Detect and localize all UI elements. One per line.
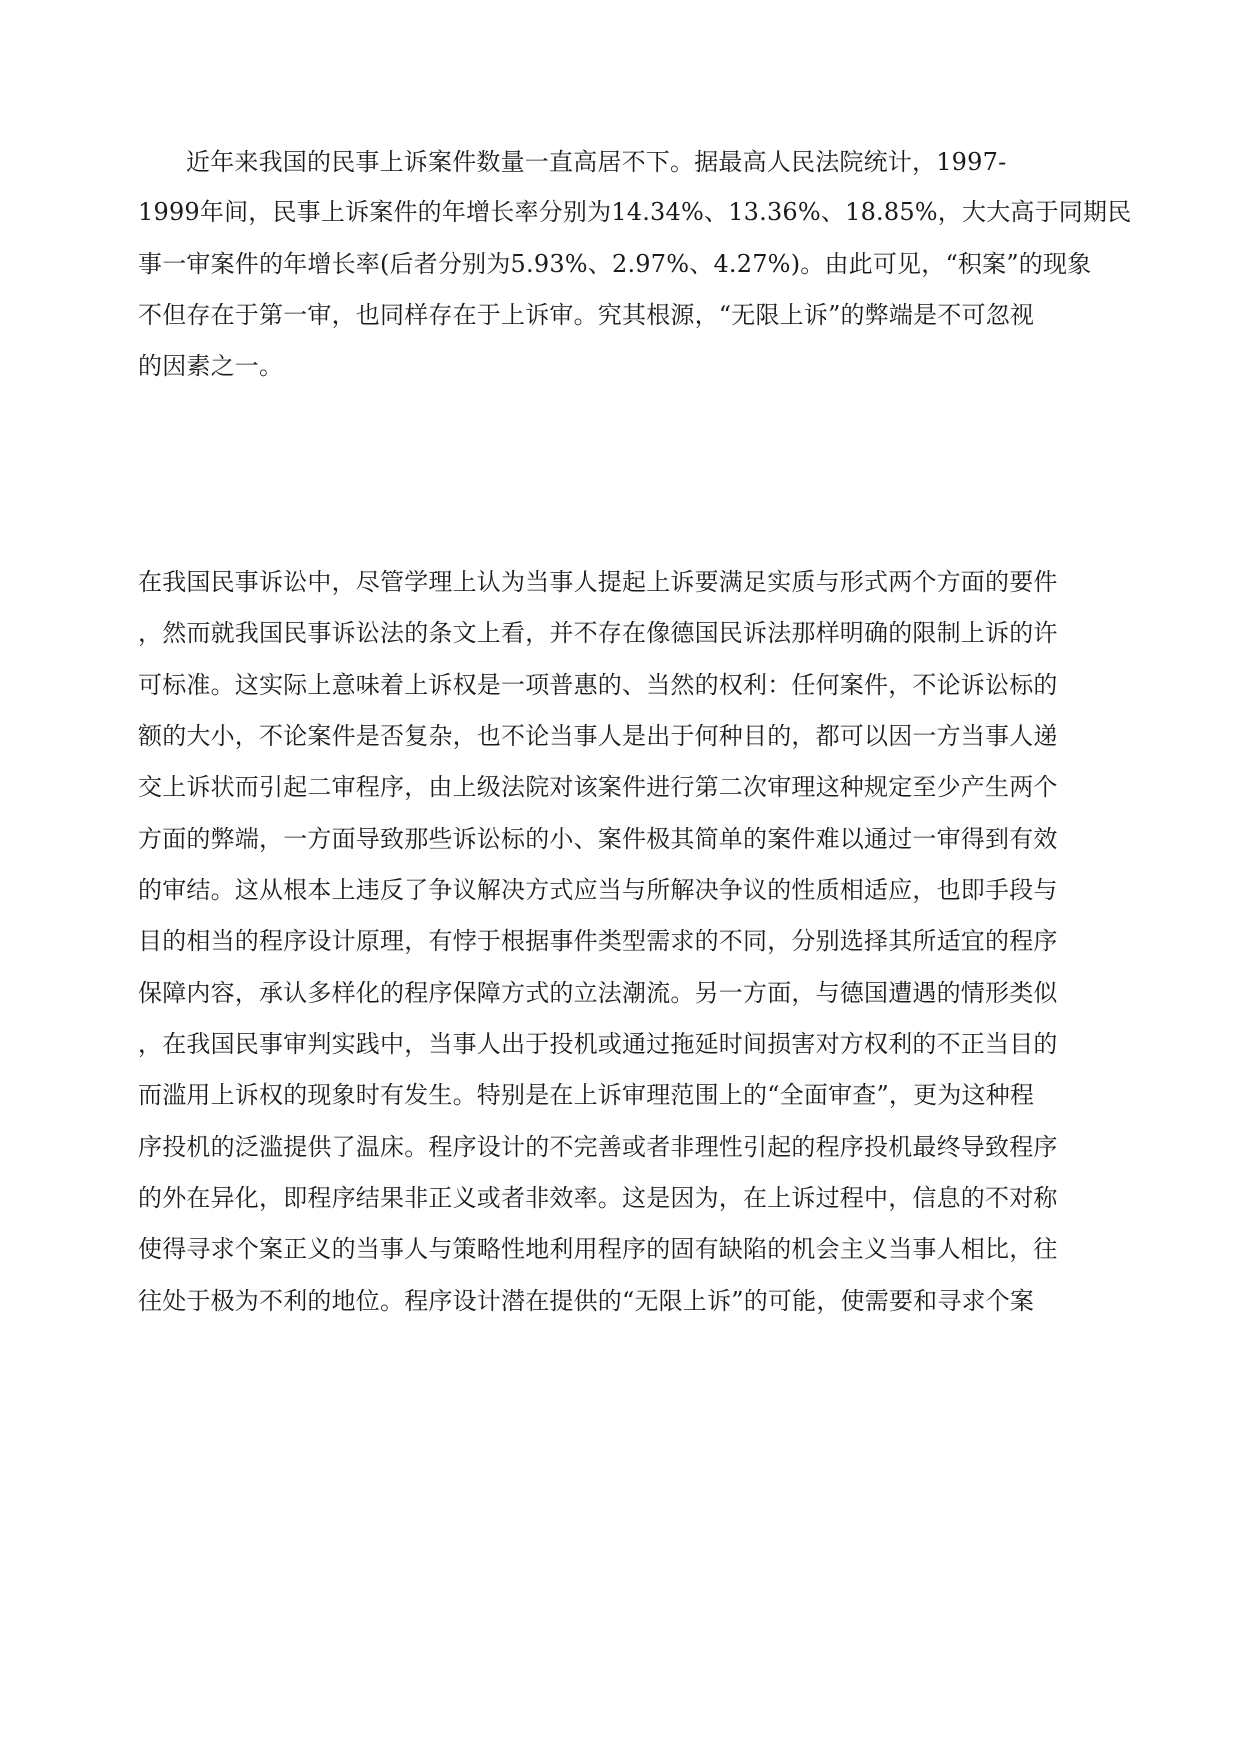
paragraph-line: 额的大小，不论案件是否复杂，也不论当事人是出于何种目的，都可以因一方当事人递 xyxy=(138,722,1058,750)
paragraph-line: 使得寻求个案正义的当事人与策略性地利用程序的固有缺陷的机会主义当事人相比，往 xyxy=(138,1235,1058,1263)
paragraph-line: 事一审案件的年增长率(后者分别为5.93%、2.97%、4.27%)。由此可见，“积案”的现象 xyxy=(138,250,1092,278)
paragraph-line: 而滥用上诉权的现象时有发生。特别是在上诉审理范围上的“全面审查”，更为这种程 xyxy=(138,1081,1035,1109)
paragraph-line: ，在我国民事审判实践中，当事人出于投机或通过拖延时间损害对方权利的不正当目的 xyxy=(138,1030,1058,1058)
paragraph-line: 方面的弊端，一方面导致那些诉讼标的小、案件极其简单的案件难以通过一审得到有效 xyxy=(138,825,1058,853)
paragraph-line: 的外在异化，即程序结果非正义或者非效率。这是因为，在上诉过程中，信息的不对称 xyxy=(138,1184,1058,1212)
paragraph-line: 在我国民事诉讼中，尽管学理上认为当事人提起上诉要满足实质与形式两个方面的要件 xyxy=(138,568,1058,596)
paragraph-line: ，然而就我国民事诉讼法的条文上看，并不存在像德国民诉法那样明确的限制上诉的许 xyxy=(138,619,1058,647)
paragraph-line: 1999年间，民事上诉案件的年增长率分别为14.34%、13.36%、18.85%，大大高于同期民 xyxy=(138,198,1132,226)
paragraph-line: 序投机的泛滥提供了温床。程序设计的不完善或者非理性引起的程序投机最终导致程序 xyxy=(138,1133,1058,1161)
paragraph-line: 近年来我国的民事上诉案件数量一直高居不下。据最高人民法院统计，1997- xyxy=(186,148,1007,176)
paragraph-line: 保障内容，承认多样化的程序保障方式的立法潮流。另一方面，与德国遭遇的情形类似 xyxy=(138,979,1058,1007)
paragraph-line: 目的相当的程序设计原理，有悖于根据事件类型需求的不同，分别选择其所适宜的程序 xyxy=(138,927,1058,955)
paragraph-line: 的审结。这从根本上违反了争议解决方式应当与所解决争议的性质相适应，也即手段与 xyxy=(138,876,1058,904)
paragraph-line: 交上诉状而引起二审程序，由上级法院对该案件进行第二次审理这种规定至少产生两个 xyxy=(138,773,1058,801)
paragraph-line: 不但存在于第一审，也同样存在于上诉审。究其根源，“无限上诉”的弊端是不可忽视 xyxy=(138,301,1035,329)
paragraph-line: 可标准。这实际上意味着上诉权是一项普惠的、当然的权利：任何案件，不论诉讼标的 xyxy=(138,671,1058,699)
paragraph-line: 往处于极为不利的地位。程序设计潜在提供的“无限上诉”的可能，使需要和寻求个案 xyxy=(138,1287,1035,1315)
paragraph-line: 的因素之一。 xyxy=(138,352,284,380)
